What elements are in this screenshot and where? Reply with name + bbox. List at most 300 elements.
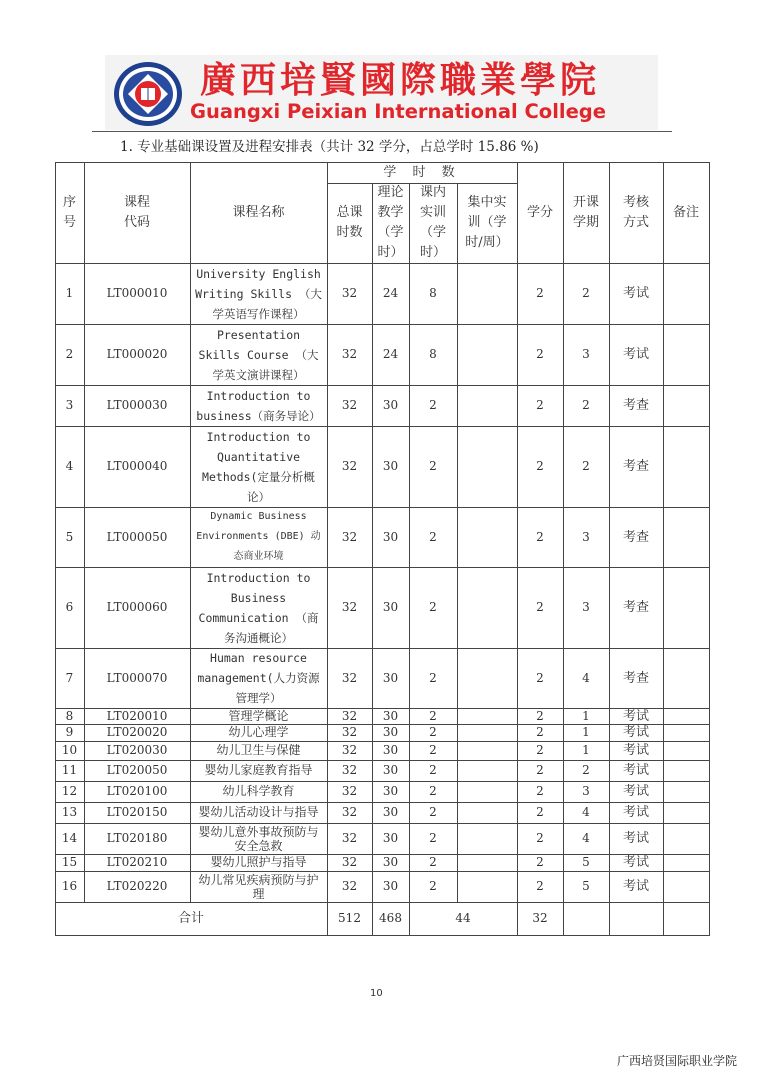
cell-theory-text: 30 [382, 805, 399, 819]
cell-code-text: LT000070 [106, 670, 168, 685]
cell-theory [372, 760, 409, 781]
cell-practice-text: 2 [429, 784, 437, 798]
cell-credits-text: 2 [536, 529, 544, 544]
cell-name [190, 507, 327, 567]
cell-credits [517, 871, 563, 902]
cell-credits [517, 263, 563, 324]
grid-line-horizontal [55, 648, 710, 649]
cell-name [190, 324, 327, 385]
grid-line-horizontal [55, 708, 710, 709]
cell-seq [55, 741, 84, 760]
cell-seq [55, 507, 84, 567]
header-semester-text: 开课学期 [572, 194, 599, 230]
cell-credits [517, 854, 563, 871]
cell-assessment [609, 823, 663, 854]
cell-total [327, 760, 372, 781]
cell-practice [409, 871, 457, 902]
cell-theory-text: 24 [382, 286, 399, 300]
cell-theory-text: 30 [382, 529, 399, 544]
cell-practice-text: 8 [429, 286, 437, 300]
cell-total-text: 32 [341, 805, 358, 819]
cell-seq [55, 871, 84, 902]
cell-code [84, 263, 190, 324]
cell-code [84, 781, 190, 802]
cell-practice-text: 2 [429, 398, 437, 412]
cell-credits-text: 2 [536, 725, 544, 739]
cell-credits [517, 708, 563, 724]
cell-name-text: Presentation Skills Course （大学英文演讲课程） [198, 327, 319, 382]
cell-code [84, 871, 190, 902]
cell-intensive [457, 567, 517, 648]
header-theory [372, 183, 409, 263]
cell-semester-text: 2 [582, 763, 590, 777]
total-label-text: 合计 [177, 910, 204, 926]
cell-semester-text: 2 [582, 459, 590, 473]
cell-seq [55, 567, 84, 648]
cell-theory-text: 30 [382, 831, 399, 845]
cell-seq-text: 1 [65, 286, 74, 300]
cell-intensive [457, 507, 517, 567]
cell-code-text: LT000010 [106, 286, 168, 300]
cell-seq-text: 6 [65, 600, 74, 614]
cell-name-text: 婴幼儿家庭教育指导 [204, 763, 313, 777]
cell-total-text: 32 [341, 670, 358, 685]
footer-college-name: 广西培贤国际职业学院 [617, 1054, 738, 1068]
cell-credits [517, 760, 563, 781]
cell-theory [372, 324, 409, 385]
cell-code [84, 854, 190, 871]
cell-name-text: 婴幼儿照护与指导 [210, 855, 307, 869]
cell-assessment [609, 854, 663, 871]
cell-seq [55, 724, 84, 741]
cell-assessment-text: 考试 [622, 855, 649, 870]
cell-theory [372, 708, 409, 724]
cell-total-text: 32 [341, 831, 358, 845]
cell-intensive [457, 385, 517, 426]
cell-credits [517, 741, 563, 760]
cell-assessment-text: 考试 [622, 763, 649, 778]
cell-semester-text: 5 [582, 855, 590, 869]
cell-assessment-text: 考试 [622, 347, 649, 362]
cell-assessment [609, 741, 663, 760]
cell-intensive [457, 724, 517, 741]
cell-total-text: 32 [341, 459, 358, 473]
cell-total [327, 823, 372, 854]
cell-remarks [663, 426, 709, 507]
cell-name-text: 幼儿卫生与保健 [216, 743, 301, 757]
cell-credits-text: 2 [536, 805, 544, 819]
cell-semester [563, 802, 609, 823]
cell-theory-text: 30 [382, 398, 399, 412]
grid-line-horizontal [55, 426, 710, 427]
cell-assessment-text: 考试 [622, 725, 649, 740]
cell-semester [563, 324, 609, 385]
total-hours-sum [327, 902, 372, 935]
cell-practice [409, 802, 457, 823]
cell-code-text: LT020030 [106, 743, 168, 757]
cell-seq [55, 781, 84, 802]
cell-seq-text: 13 [61, 805, 78, 819]
header-remarks-text: 备注 [672, 204, 699, 220]
header-total-hours-text: 总课时数 [336, 205, 363, 240]
cell-intensive [457, 760, 517, 781]
cell-semester [563, 263, 609, 324]
cell-semester [563, 741, 609, 760]
cell-intensive [457, 802, 517, 823]
cell-remarks [663, 648, 709, 708]
cell-total [327, 741, 372, 760]
grid-line-vertical [517, 162, 518, 936]
cell-intensive [457, 741, 517, 760]
cell-intensive [457, 648, 517, 708]
cell-semester-text: 4 [582, 805, 590, 819]
cell-seq [55, 263, 84, 324]
cell-credits-text: 2 [536, 743, 544, 757]
header-intensive [457, 183, 517, 263]
cell-remarks [663, 567, 709, 648]
cell-theory-text: 30 [382, 725, 399, 739]
cell-remarks [663, 802, 709, 823]
cell-seq-text: 10 [61, 743, 78, 757]
cell-total-text: 32 [341, 784, 358, 798]
header-name-text: 课程名称 [232, 204, 285, 220]
cell-code-text: LT000060 [106, 600, 168, 614]
cell-seq [55, 648, 84, 708]
header-intensive-text: 集中实训（学时/周） [465, 195, 509, 250]
header-practice [409, 183, 457, 263]
cell-theory-text: 30 [382, 763, 399, 777]
cell-seq-text: 4 [65, 459, 74, 473]
cell-credits-text: 2 [536, 600, 544, 614]
cell-credits [517, 324, 563, 385]
cell-code-text: LT020210 [106, 855, 168, 869]
cell-seq-text: 7 [65, 670, 74, 685]
cell-practice [409, 426, 457, 507]
cell-semester [563, 567, 609, 648]
grid-line-vertical [457, 183, 458, 903]
total-practice-text: 44 [455, 911, 471, 925]
cell-credits-text: 2 [536, 286, 544, 300]
cell-code-text: LT000020 [106, 347, 168, 361]
cell-credits [517, 507, 563, 567]
cell-practice-text: 2 [429, 459, 437, 473]
grid-line-horizontal [327, 183, 517, 184]
cell-code [84, 648, 190, 708]
cell-practice [409, 567, 457, 648]
cell-name [190, 426, 327, 507]
cell-credits [517, 823, 563, 854]
cell-credits [517, 802, 563, 823]
cell-assessment-text: 考查 [622, 670, 649, 686]
cell-name-text: 幼儿心理学 [228, 725, 289, 739]
cell-remarks [663, 781, 709, 802]
cell-credits-text: 2 [536, 763, 544, 777]
cell-name [190, 781, 327, 802]
cell-code-text: LT020010 [106, 708, 168, 723]
cell-theory [372, 802, 409, 823]
cell-total [327, 567, 372, 648]
total-row-label [55, 902, 327, 935]
brand-name-chinese: 廣西培賢國際職業學院 [200, 59, 601, 101]
cell-credits [517, 648, 563, 708]
cell-seq [55, 426, 84, 507]
cell-seq-text: 15 [61, 855, 78, 869]
cell-name [190, 385, 327, 426]
cell-total [327, 385, 372, 426]
cell-intensive [457, 324, 517, 385]
cell-theory-text: 30 [382, 600, 399, 614]
grid-line-horizontal [55, 902, 710, 903]
cell-practice [409, 854, 457, 871]
cell-practice [409, 741, 457, 760]
cell-total-text: 32 [341, 347, 358, 361]
cell-theory [372, 871, 409, 902]
header-theory-text: 理论教学（学时） [377, 185, 404, 260]
grid-line-vertical [563, 162, 564, 936]
cell-intensive [457, 871, 517, 902]
cell-semester [563, 871, 609, 902]
cell-credits [517, 724, 563, 741]
cell-semester [563, 385, 609, 426]
header-assessment-text: 考核方式 [622, 194, 649, 230]
cell-code-text: LT020050 [106, 763, 168, 777]
cell-code [84, 708, 190, 724]
grid-line-vertical [55, 162, 56, 936]
cell-credits-text: 2 [536, 855, 544, 869]
cell-theory-text: 30 [382, 855, 399, 869]
cell-theory [372, 385, 409, 426]
cell-seq-text: 11 [61, 763, 78, 777]
cell-code-text: LT020180 [106, 831, 168, 845]
brand-name-english: Guangxi Peixian International College [190, 100, 606, 123]
cell-assessment [609, 724, 663, 741]
cell-practice [409, 823, 457, 854]
total-credits-sum [517, 902, 563, 935]
grid-line-vertical [409, 183, 410, 936]
cell-assessment [609, 567, 663, 648]
cell-semester-text: 3 [582, 347, 590, 361]
cell-theory [372, 263, 409, 324]
header-seq [55, 162, 84, 263]
cell-seq [55, 802, 84, 823]
cell-assessment [609, 426, 663, 507]
cell-remarks [663, 708, 709, 724]
cell-total-text: 32 [341, 708, 358, 723]
cell-credits-text: 2 [536, 347, 544, 361]
cell-seq [55, 385, 84, 426]
cell-theory-text: 30 [382, 670, 399, 685]
cell-name-text: Introduction to business（商务导论） [196, 388, 321, 423]
cell-intensive [457, 263, 517, 324]
cell-credits [517, 781, 563, 802]
header-remarks [663, 162, 709, 263]
cell-practice-text: 2 [429, 600, 437, 614]
cell-theory-text: 30 [382, 879, 399, 893]
cell-credits [517, 567, 563, 648]
cell-credits [517, 385, 563, 426]
cell-assessment-text: 考试 [622, 286, 649, 301]
cell-seq-text: 8 [65, 708, 74, 723]
cell-remarks [663, 871, 709, 902]
cell-semester-text: 1 [582, 743, 590, 757]
header-credits [517, 162, 563, 263]
cell-semester-text: 4 [582, 831, 590, 845]
grid-line-vertical [709, 162, 710, 936]
cell-code [84, 802, 190, 823]
cell-name [190, 760, 327, 781]
cell-semester [563, 648, 609, 708]
cell-credits-text: 2 [536, 670, 544, 685]
cell-assessment [609, 802, 663, 823]
cell-code [84, 385, 190, 426]
section-title: 1. 专业基础课设置及进程安排表（共计 32 学分，占总学时 15.86 %) [120, 139, 539, 155]
header-name [190, 162, 327, 263]
cell-code-text: LT000040 [106, 459, 168, 473]
cell-practice [409, 507, 457, 567]
cell-semester-text: 3 [582, 529, 590, 544]
grid-line-horizontal [55, 871, 710, 872]
cell-remarks [663, 854, 709, 871]
cell-total [327, 724, 372, 741]
cell-assessment-text: 考试 [622, 743, 649, 758]
cell-remarks [663, 385, 709, 426]
header-practice-text: 课内实训（学时） [419, 185, 446, 260]
cell-intensive [457, 854, 517, 871]
header-total-hours [327, 183, 372, 263]
cell-theory [372, 823, 409, 854]
cell-semester-text: 2 [582, 286, 590, 300]
grid-line-vertical [609, 162, 610, 936]
cell-practice-text: 2 [429, 529, 437, 544]
cell-practice [409, 760, 457, 781]
cell-practice-text: 2 [429, 763, 437, 777]
cell-name-text: Introduction to Business Communication （商务沟通概论） [198, 570, 319, 645]
cell-code [84, 741, 190, 760]
cell-credits [517, 426, 563, 507]
cell-remarks [663, 823, 709, 854]
cell-total-text: 32 [341, 600, 358, 614]
cell-name [190, 724, 327, 741]
header-code [84, 162, 190, 263]
cell-remarks [663, 760, 709, 781]
cell-code-text: LT020220 [106, 879, 168, 893]
cell-name [190, 567, 327, 648]
cell-practice-text: 2 [429, 725, 437, 739]
cell-practice-text: 2 [429, 805, 437, 819]
grid-line-horizontal [55, 567, 710, 568]
grid-line-vertical [327, 162, 328, 936]
cell-theory-text: 30 [382, 708, 399, 723]
total-credits-text: 32 [532, 911, 548, 925]
cell-practice [409, 724, 457, 741]
cell-name-text: Introduction to Quantitative Methods(定量分析概论） [202, 429, 315, 504]
cell-assessment [609, 507, 663, 567]
cell-remarks [663, 724, 709, 741]
cell-name-text: 幼儿科学教育 [222, 784, 295, 798]
cell-credits-text: 2 [536, 459, 544, 473]
grid-line-horizontal [55, 854, 710, 855]
cell-semester [563, 760, 609, 781]
cell-semester-text: 2 [582, 398, 590, 412]
cell-semester [563, 724, 609, 741]
cell-seq-text: 12 [61, 784, 78, 798]
cell-seq [55, 324, 84, 385]
cell-semester-text: 1 [582, 708, 590, 723]
grid-line-horizontal [55, 507, 710, 508]
cell-theory-text: 24 [382, 347, 399, 361]
cell-theory-text: 30 [382, 459, 399, 473]
cell-practice-text: 2 [429, 831, 437, 845]
header-hours-group-text: 学 时 数 [383, 164, 461, 180]
cell-name-text: 婴幼儿活动设计与指导 [198, 805, 319, 819]
cell-code [84, 724, 190, 741]
cell-code-text: LT020100 [106, 784, 168, 798]
cell-remarks [663, 507, 709, 567]
cell-practice [409, 385, 457, 426]
cell-name [190, 648, 327, 708]
cell-practice-text: 8 [429, 347, 437, 361]
cell-code [84, 567, 190, 648]
grid-line-vertical [84, 162, 85, 903]
cell-assessment [609, 871, 663, 902]
cell-assessment [609, 263, 663, 324]
cell-name-text: University English Writing Skills （大学英语写作课程） [195, 266, 322, 321]
header-assessment [609, 162, 663, 263]
cell-total-text: 32 [341, 763, 358, 777]
cell-credits-text: 2 [536, 398, 544, 412]
header-hours-group [327, 162, 517, 183]
cell-theory-text: 30 [382, 743, 399, 757]
grid-line-horizontal [55, 760, 710, 761]
cell-seq [55, 854, 84, 871]
cell-code [84, 324, 190, 385]
cell-remarks [663, 324, 709, 385]
cell-credits-text: 2 [536, 831, 544, 845]
cell-assessment-text: 考查 [622, 398, 649, 413]
cell-semester [563, 854, 609, 871]
cell-semester [563, 507, 609, 567]
cell-practice-text: 2 [429, 879, 437, 893]
grid-line-horizontal [55, 324, 710, 325]
cell-theory [372, 426, 409, 507]
cell-code-text: LT000030 [106, 398, 168, 412]
cell-semester-text: 1 [582, 725, 590, 739]
cell-practice-text: 2 [429, 708, 437, 723]
grid-line-vertical [372, 183, 373, 936]
cell-name-text: 管理学概论 [228, 708, 289, 723]
header-semester [563, 162, 609, 263]
cell-code [84, 507, 190, 567]
cell-seq-text: 14 [61, 831, 78, 845]
cell-total-text: 32 [341, 879, 358, 893]
grid-line-horizontal [55, 823, 710, 824]
cell-name [190, 823, 327, 854]
cell-assessment [609, 781, 663, 802]
cell-semester-text: 3 [582, 784, 590, 798]
cell-name [190, 263, 327, 324]
cell-name [190, 802, 327, 823]
cell-practice-text: 2 [429, 855, 437, 869]
cell-total-text: 32 [341, 529, 358, 544]
total-practice-sum [409, 902, 517, 935]
cell-assessment-text: 考试 [622, 784, 649, 799]
cell-practice [409, 324, 457, 385]
grid-line-horizontal [55, 781, 710, 782]
cell-code [84, 823, 190, 854]
cell-assessment [609, 708, 663, 724]
grid-line-horizontal [55, 724, 710, 725]
cell-practice [409, 781, 457, 802]
